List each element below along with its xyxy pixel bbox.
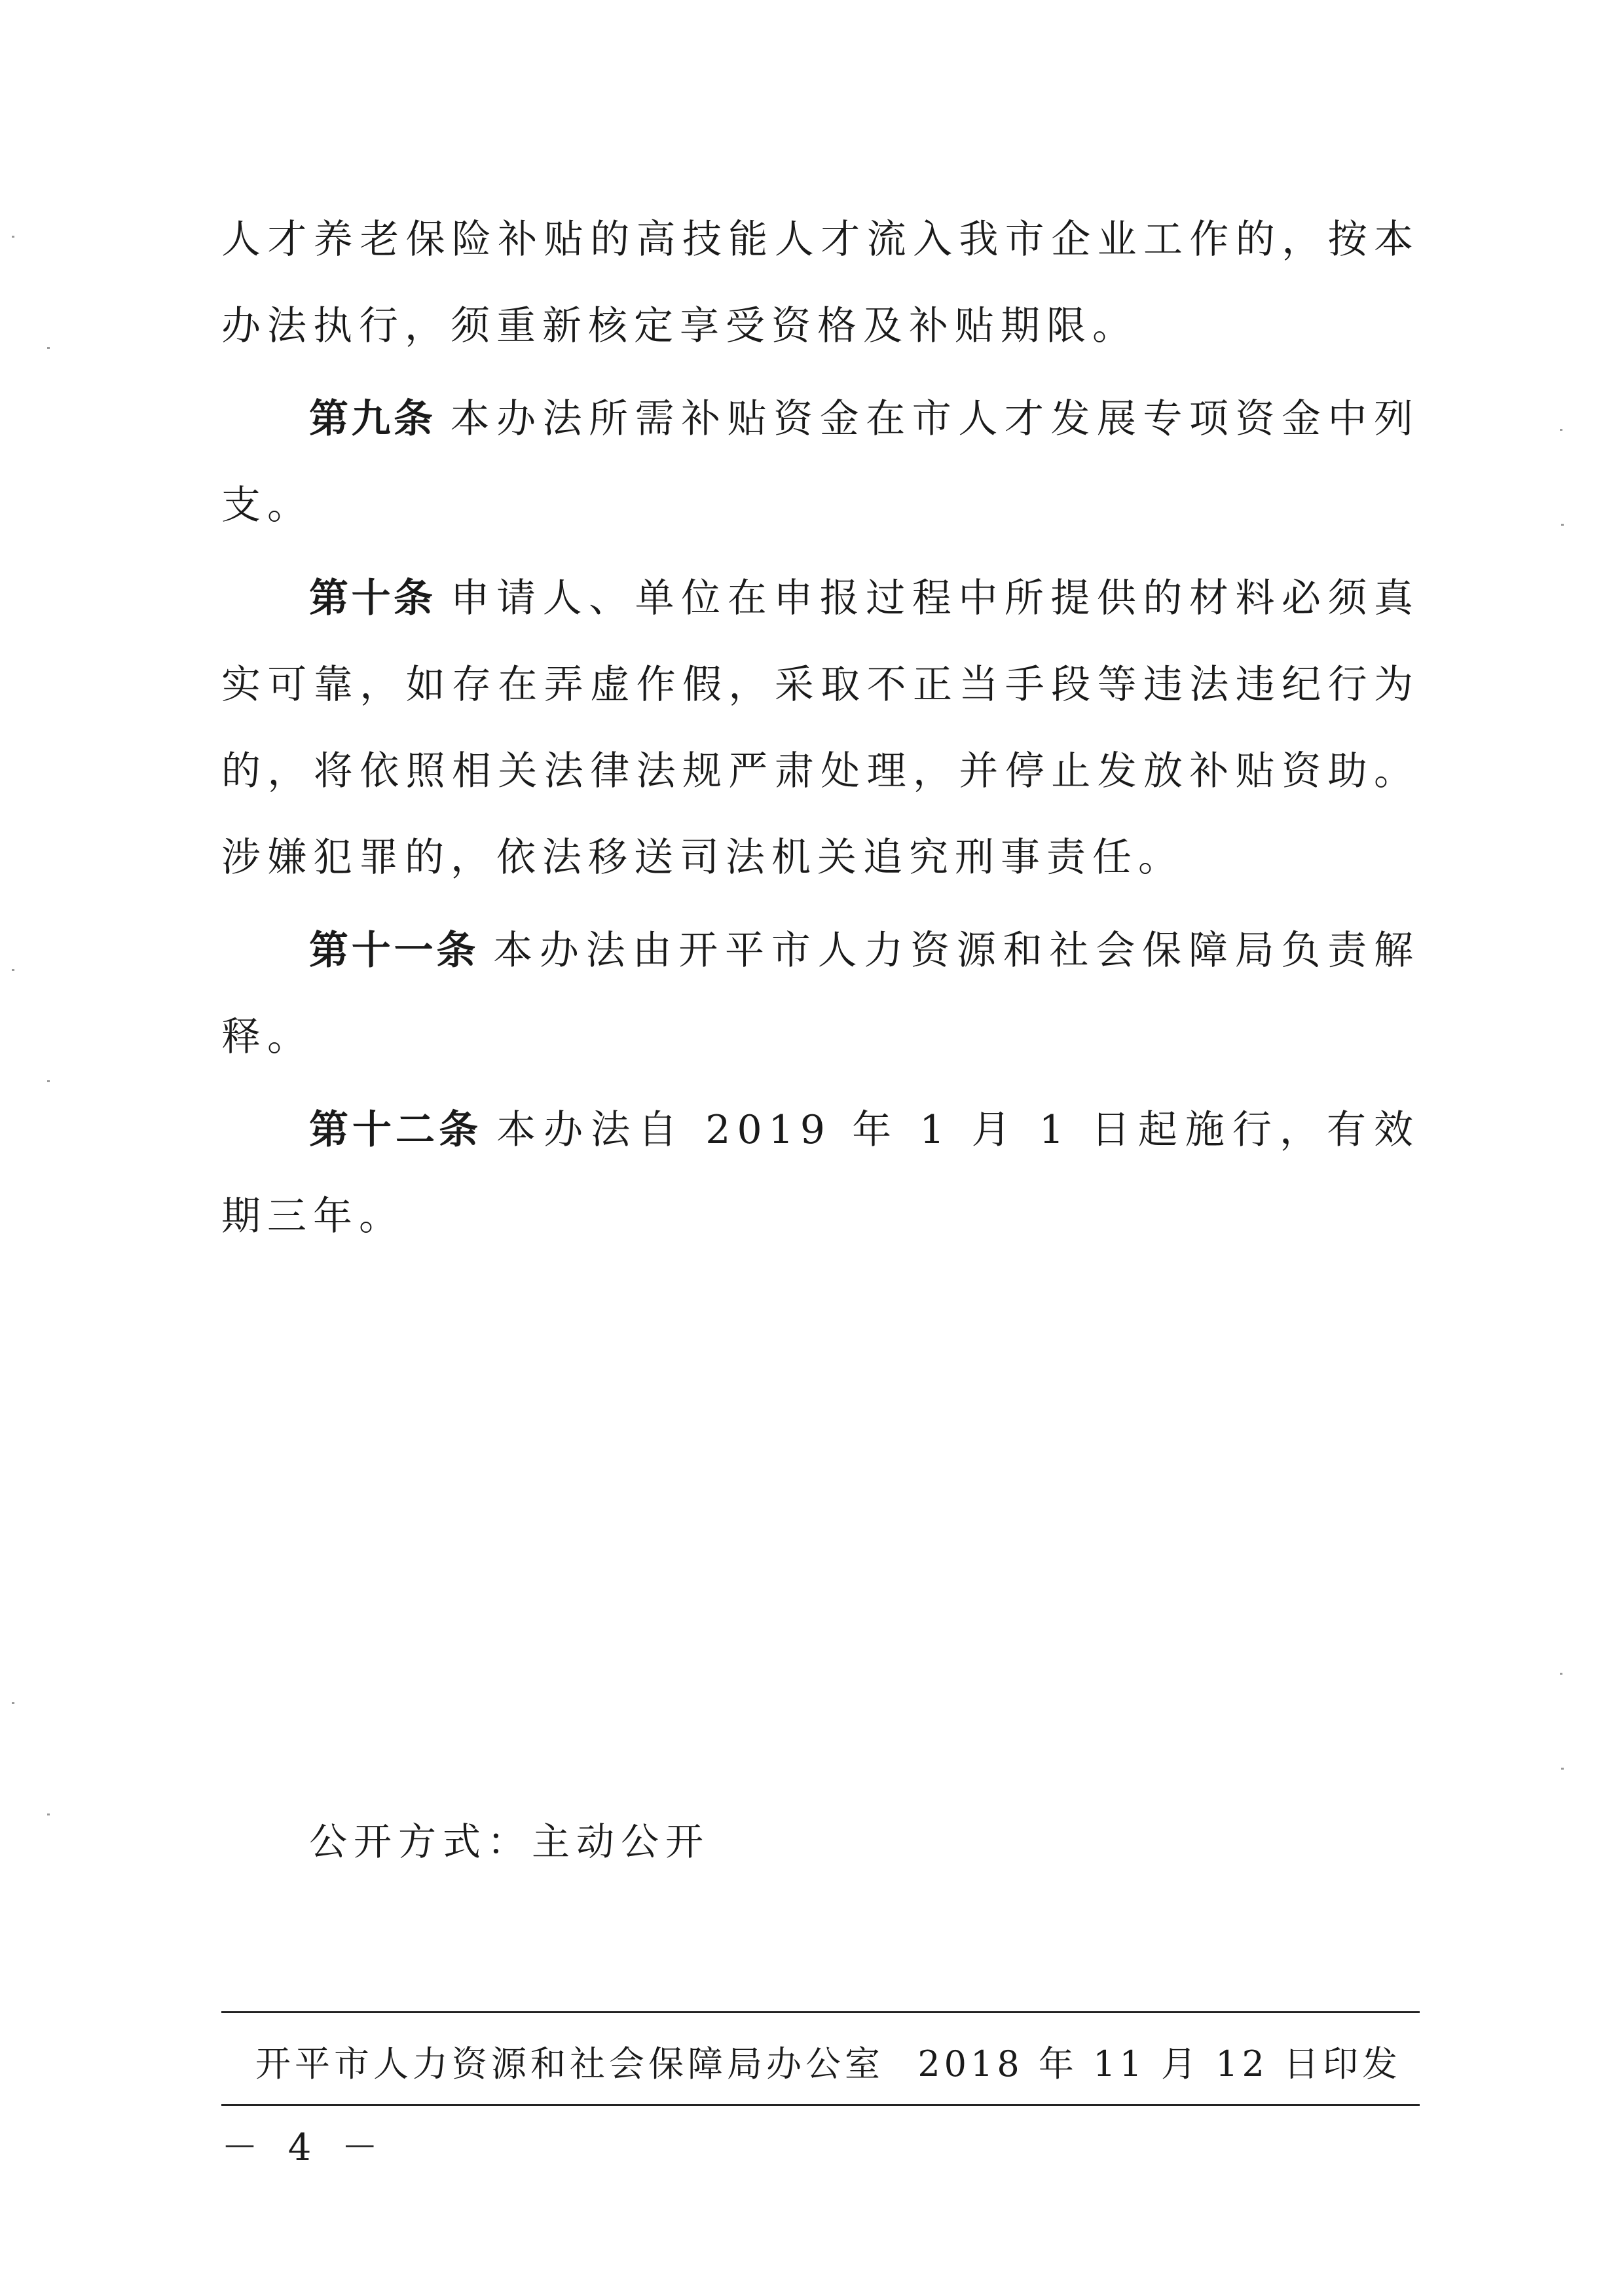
- paragraph-text: 本办法所需补贴资金在市人才发展专项资金中列支。: [221, 396, 1420, 528]
- article-11-paragraph: [221, 907, 1420, 1080]
- scan-speck: [1561, 1768, 1564, 1770]
- issue-date: 2018 年 11 月 12 日印发: [917, 2043, 1401, 2085]
- page-number: － 4 －: [221, 2126, 388, 2169]
- paragraph-text: 本办法由开平市人力资源和社会保障局负责解释。: [221, 928, 1420, 1060]
- issuer-name: 开平市人力资源和社会保障局办公室: [255, 2043, 884, 2085]
- scan-speck: [1560, 1673, 1562, 1675]
- scan-speck: [12, 1702, 14, 1704]
- footer-top-rule: [221, 2011, 1420, 2013]
- paragraph-text: 人才养老保险补贴的高技能人才流入我市企业工作的，按本办法执行，须重新核定享受资格及补贴期限。: [221, 217, 1420, 349]
- scan-speck: [47, 1813, 50, 1815]
- article-heading: 第十二条: [309, 1107, 483, 1153]
- footer-bottom-rule: [221, 2104, 1420, 2106]
- scan-speck: [47, 347, 50, 349]
- scan-speck: [12, 236, 14, 238]
- article-heading: 第十一条: [309, 928, 479, 974]
- issuance-footer: [255, 2027, 1401, 2092]
- article-heading: 第十条: [309, 575, 436, 621]
- paragraph-text: 本办法自 2019 年 1 月 1 日起施行，有效期三年。: [221, 1107, 1420, 1239]
- article-heading: 第九条: [309, 396, 436, 442]
- scan-speck: [47, 1080, 50, 1082]
- disclosure-mode: 公开方式：主动公开: [309, 1819, 710, 1864]
- scan-speck: [1561, 524, 1564, 526]
- article-12-paragraph: [221, 1087, 1420, 1260]
- paragraph-text: 申请人、单位在申报过程中所提供的材料必须真实可靠，如存在弄虚作假，采取不正当手段等违法违纪行为的，将依照相关法律法规严肃处理，并停止发放补贴资助。涉嫌犯罪的，依法移送司法机关追究刑事责任。: [221, 575, 1420, 881]
- continuation-paragraph: [221, 196, 1420, 369]
- document-body: [221, 196, 1420, 1266]
- article-9-paragraph: [221, 376, 1420, 549]
- scan-speck: [12, 969, 14, 971]
- scan-speck: [1560, 429, 1562, 431]
- article-10-paragraph: [221, 555, 1420, 901]
